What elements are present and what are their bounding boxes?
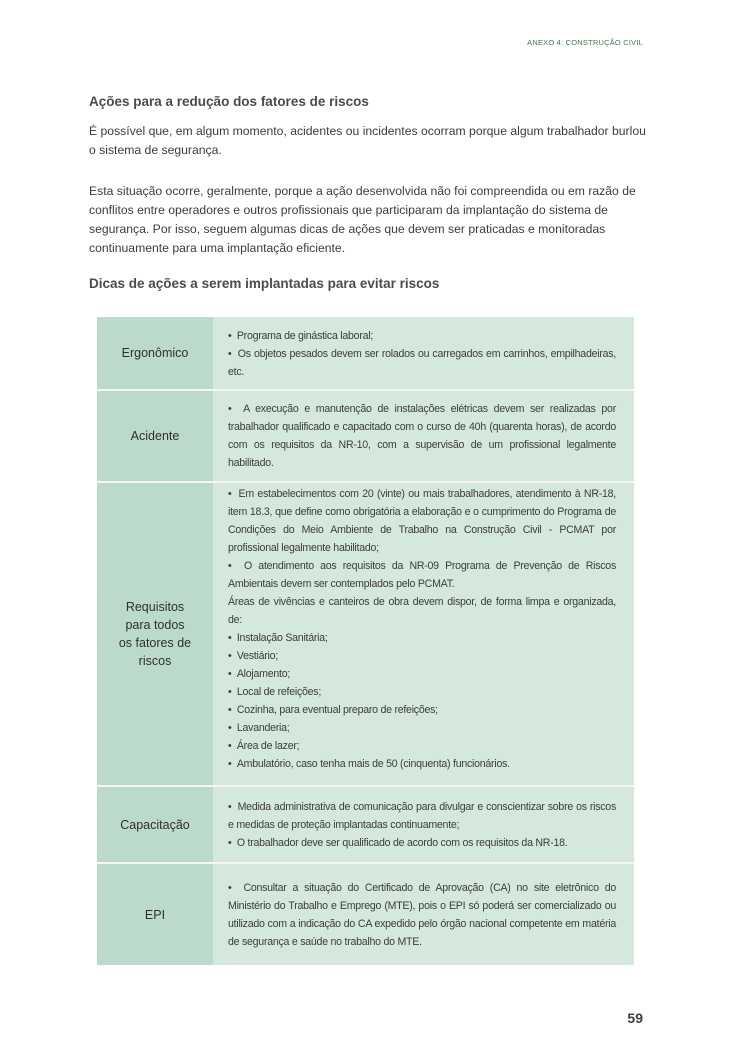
row-label-line: para todos: [125, 618, 185, 632]
list-item: • Os objetos pesados devem ser rolados ou carregados em carrinhos, empilhadeiras, etc.: [228, 345, 616, 381]
row-label-line: Requisitos: [125, 600, 185, 614]
list-item: • Vestiário;: [228, 647, 616, 665]
row-content-ergonomico: [213, 317, 634, 390]
table-row-epi: [97, 863, 634, 965]
table-row-ergonomico: [97, 317, 634, 390]
list-item: • Alojamento;: [228, 665, 616, 683]
list-item: • Local de refeições;: [228, 683, 616, 701]
list-item: • Consultar a situação do Certificado de Aprovação (CA) no site eletrônico do Ministério do Trabalho e Emprego (MTE), pois o EPI só poderá ser comercializado ou utilizado com a indicação do CA expedido pelo órgão nacional competente em matéria de segurança e saúde no trabalho do MTE.: [228, 879, 616, 951]
areas-intro: Áreas de vivências e canteiros de obra devem dispor, de forma limpa e organizada, de:: [228, 596, 616, 626]
table-row-acidente: [97, 390, 634, 482]
page-number: 59: [627, 1010, 643, 1026]
list-item: • Ambulatório, caso tenha mais de 50 (cinquenta) funcionários.: [228, 755, 616, 773]
running-header: ANEXO 4: CONSTRUÇÃO CIVIL: [527, 38, 643, 47]
list-item: • Programa de ginástica laboral;: [228, 327, 616, 345]
row-label-capacitacao: Capacitação: [97, 786, 213, 863]
context-paragraph: Esta situação ocorre, geralmente, porque a ação desenvolvida não foi compreendida ou em razão de conflitos entre operadores e outros profissionais que participaram da implantação do sistema de segurança. Por isso, seguem algumas dicas de ações que devem ser praticadas e monitoradas continuamente para uma implantação eficiente.: [89, 184, 636, 255]
row-label-requisitos: [97, 482, 213, 786]
list-item: • A execução e manutenção de instalações elétricas devem ser realizadas por trabalhador qualificado e capacitado com o curso de 40h (quarenta horas), de acordo com os requisitos da NR-10, com a supervisão de um profissional legalmente habilitado.: [228, 400, 616, 472]
list-item: • Lavanderia;: [228, 719, 616, 737]
row-content-requisitos: [213, 482, 634, 786]
section-heading-risk-reduction: Ações para a redução dos fatores de riscos: [89, 94, 369, 109]
row-label-ergonomico: Ergonômico: [97, 317, 213, 390]
list-item: • Área de lazer;: [228, 737, 616, 755]
list-item: • Medida administrativa de comunicação para divulgar e conscientizar sobre os riscos e medidas de proteção implantadas continuamente;: [228, 798, 616, 834]
risk-tips-table: [97, 317, 634, 965]
row-content-capacitacao: [213, 786, 634, 863]
row-label-epi: EPI: [97, 863, 213, 965]
table-row-requisitos: [97, 482, 634, 786]
list-item: • O trabalhador deve ser qualificado de acordo com os requisitos da NR-18.: [228, 834, 616, 852]
row-label-line: os fatores de riscos: [118, 636, 192, 668]
list-item: • Instalação Sanitária;: [228, 629, 616, 647]
table-row-capacitacao: [97, 786, 634, 863]
row-label-acidente: Acidente: [97, 390, 213, 482]
list-item: • Em estabelecimentos com 20 (vinte) ou mais trabalhadores, atendimento à NR-18, item 18.3, que define como obrigatória a elaboração e o cumprimento do Programa de Condições do Meio Ambiente de Trabalho na Construção Civil - PCMAT por profissional legalmente habilitado;: [228, 485, 616, 557]
row-content-epi: [213, 863, 634, 965]
list-item: • Cozinha, para eventual preparo de refeições;: [228, 701, 616, 719]
intro-paragraph: É possível que, em algum momento, acidentes ou incidentes ocorram porque algum trabalhador burlou o sistema de segurança.: [89, 124, 646, 157]
section-heading-tips: Dicas de ações a serem implantadas para evitar riscos: [89, 276, 440, 291]
list-item: • O atendimento aos requisitos da NR-09 Programa de Prevenção de Riscos Ambientais devem ser contemplados pelo PCMAT.: [228, 557, 616, 593]
row-content-acidente: [213, 390, 634, 482]
